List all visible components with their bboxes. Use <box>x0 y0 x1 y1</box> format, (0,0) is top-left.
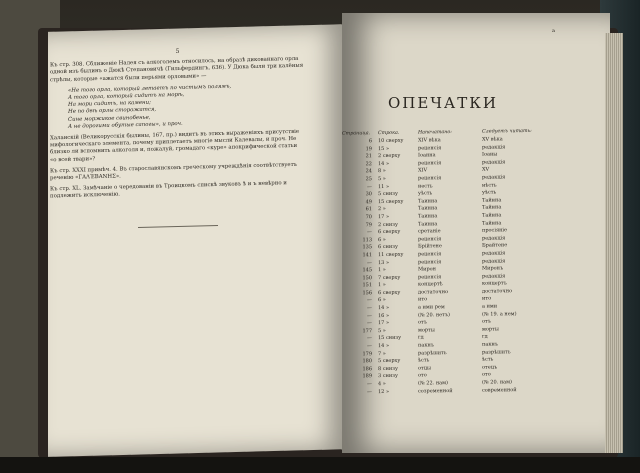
cell-page: 30 <box>365 191 372 198</box>
cell-page: — <box>367 305 372 312</box>
cell-page: 179 <box>362 350 372 357</box>
cell-printed: а ими рем <box>418 304 445 311</box>
cell-correct: концертъ <box>482 280 507 287</box>
left-paragraph-2: Халанскій (Великорусскія былины, 167, пр.) видитъ въ этихъ выраженіяхъ присутствіе мифологическаго элемента, почему приплетаетъ многіе мысли Калевалы, и проч. Не близко ли вспомнить алкоголя и, пожалуй, громадаго «куре» апокрифической статьи «о всей твари»? <box>50 128 300 163</box>
cell-correct: Брайтене <box>482 242 508 249</box>
left-paragraph-1: Къ стр. 308. Сближеніе Налея съ алкоголемъ относилось, на образѣ дикованнаго орла одной изъ былинъ о Дюкѣ Степановичѣ (Гильфердингъ, 636). У Дюка были три калёныя стрѣлы, которые «ажатся были перьями орловыми» — <box>50 56 304 83</box>
cell-printed: реценсія <box>418 144 442 152</box>
cell-printed: XIV вѣка <box>418 137 441 144</box>
cell-page: — <box>367 183 372 190</box>
cell-line: 6 сверху <box>378 228 401 236</box>
cell-page: — <box>367 320 372 327</box>
left-page-text <box>50 45 305 230</box>
cell-printed: XIV <box>418 167 428 174</box>
errata-title: ОПЕЧАТКИ <box>388 94 498 112</box>
cell-page: 151 <box>362 282 372 289</box>
cell-correct: редакція <box>482 257 506 265</box>
cell-printed: гд <box>418 334 424 341</box>
cell-line: 2 » <box>378 206 386 213</box>
cell-correct: редакція <box>482 235 506 242</box>
cell-page: — <box>367 343 372 350</box>
cell-line: 6 сверху <box>378 289 401 296</box>
cell-correct: уѣсть <box>482 189 497 196</box>
cell-printed: Таинна <box>418 197 438 205</box>
left-page-number: 5 <box>175 47 180 56</box>
cell-page: 25 <box>365 176 372 183</box>
cell-printed: реценсія <box>418 235 442 243</box>
cell-line: 2 снизу <box>378 221 398 228</box>
cell-correct: а ими <box>482 303 498 310</box>
cell-line: 14 » <box>378 160 390 167</box>
cell-printed: (№ 20. нетъ) <box>418 311 451 319</box>
cell-correct: редакція <box>482 174 506 181</box>
cell-line: 8 снизу <box>378 365 398 372</box>
cell-page: 177 <box>362 327 372 335</box>
cell-printed: созременной <box>418 387 453 395</box>
cell-correct: просіяніе <box>482 227 507 234</box>
cell-correct: достаточно <box>482 288 513 295</box>
cell-printed: уѣсть <box>418 190 433 197</box>
cell-page: — <box>367 388 372 395</box>
cell-correct: XV <box>482 166 490 173</box>
cell-correct: (№ 19. а нем) <box>482 310 517 318</box>
cell-line: 12 » <box>378 388 390 395</box>
cell-page: — <box>367 259 372 266</box>
cell-printed: Мирон <box>418 266 436 273</box>
cell-line: 5 сверху <box>378 357 401 365</box>
cell-line: 6 » <box>378 236 386 243</box>
cell-printed: отъ <box>418 319 427 326</box>
verse-line: Не по двѣ орлы сторожатся, <box>68 106 157 116</box>
cell-line: 17 » <box>378 213 390 221</box>
cell-page: 135 <box>362 244 372 251</box>
cell-correct: (№ 20. нам) <box>482 379 512 386</box>
cell-line: 6 снизу <box>378 244 398 251</box>
cell-correct: отъ <box>482 318 491 325</box>
cell-line: 11 сверху <box>378 251 404 258</box>
cell-page: — <box>367 229 372 236</box>
cell-printed: сретаніе <box>418 228 441 235</box>
cell-line: 1 » <box>378 267 386 274</box>
cell-correct: Тайнна <box>482 219 502 227</box>
cell-printed: отцы <box>418 365 431 372</box>
header-line: Строка. <box>378 130 400 137</box>
cell-line: 7 сверху <box>378 274 401 281</box>
cell-line: 17 » <box>378 320 390 327</box>
cell-correct: нѣсть <box>482 181 497 189</box>
cell-correct: Тайнна <box>482 204 502 211</box>
verse-line: «Не того орла, который летаетъ по чистымъ полямъ, <box>68 83 232 94</box>
cell-line: 5 » <box>378 175 386 183</box>
header-page: Страница. <box>342 131 371 137</box>
cell-page: 113 <box>362 236 372 244</box>
cell-page: 189 <box>362 373 372 380</box>
left-paragraph-3: Къ стр. XXXI примѣч. 4. Въ старославянскомъ греческому учреждѣнія соотвѣтствуетъ реченію «ΓΑΛΈΒΑΝΗΣ». <box>50 161 297 182</box>
cell-printed: ѣсть <box>418 357 430 364</box>
cell-line: 16 » <box>378 312 390 319</box>
cell-page: 79 <box>365 221 372 228</box>
cell-printed: достаточно <box>418 288 449 296</box>
cell-page: 19 <box>365 145 372 152</box>
cell-printed: ото <box>418 372 427 379</box>
cell-correct: ито <box>482 295 492 303</box>
verse-line: Сине моржикое свинобенье, <box>68 114 151 123</box>
cell-page: 150 <box>362 274 372 281</box>
cell-line: 11 » <box>378 183 390 190</box>
cell-correct: морты <box>482 326 499 333</box>
cell-printed: несть <box>418 182 433 190</box>
verse-block <box>50 81 305 131</box>
cell-page: 141 <box>362 252 372 259</box>
cell-correct: разрѣшить <box>482 348 511 356</box>
cell-correct: редакція <box>482 250 506 257</box>
cell-line: 14 » <box>378 342 390 350</box>
cell-correct: ото <box>482 371 491 379</box>
cell-line: 15 » <box>378 145 390 152</box>
cell-line: 7 » <box>378 350 386 357</box>
errata-body <box>342 135 567 396</box>
cell-printed: реценсія <box>418 258 442 266</box>
errata-table <box>342 128 567 396</box>
cell-printed: Іоанна <box>418 152 436 159</box>
cell-correct: Тайнна <box>482 197 502 204</box>
cell-correct: ѣсть <box>482 356 494 363</box>
cell-line: 3 снизу <box>378 373 398 380</box>
cell-page: 70 <box>365 214 372 221</box>
cell-page: 22 <box>365 160 372 168</box>
cell-line: 5 снизу <box>378 190 398 198</box>
cell-printed: Брійтене <box>418 243 442 250</box>
cell-printed: реценсія <box>418 251 442 258</box>
cell-page: 156 <box>362 290 372 297</box>
cell-line: 8 » <box>378 168 386 175</box>
cell-line: 13 » <box>378 259 390 266</box>
table-foreground <box>0 457 640 473</box>
cell-printed: концертѣ <box>418 281 443 288</box>
verse-line: На мори сидитъ, на камени; <box>68 99 151 109</box>
cell-printed: реценсія <box>418 175 442 182</box>
cell-line: 10 сверху <box>378 137 404 145</box>
cell-correct: пакнъ <box>482 341 498 348</box>
cell-printed: реценсія <box>418 159 442 167</box>
cell-line: 5 » <box>378 327 386 334</box>
cell-printed: реценсія <box>418 273 442 281</box>
cell-page: 21 <box>365 153 372 160</box>
cell-page: 61 <box>365 206 372 213</box>
header-printed: Напечатано: <box>418 130 452 136</box>
cell-printed: разрѣшить <box>418 349 447 357</box>
cell-page: 6 <box>368 138 372 145</box>
cell-line: 4 » <box>378 380 386 388</box>
cell-line: 2 сверху <box>378 152 401 160</box>
cell-page: — <box>367 381 372 388</box>
cell-printed: морты <box>418 327 435 334</box>
cell-line: 1 » <box>378 282 386 289</box>
cell-page: — <box>367 335 372 342</box>
cell-page: 49 <box>365 198 372 205</box>
cell-line: 15 снизу <box>378 335 402 342</box>
cell-page: — <box>367 297 372 304</box>
cell-correct: редакція <box>482 159 506 166</box>
cell-printed: Таинна <box>418 220 438 228</box>
cell-correct: XV вѣка <box>482 136 503 143</box>
cell-printed: Таинна <box>418 213 438 220</box>
cell-page: 145 <box>362 267 372 274</box>
verse-line: А того орла, который сидитъ на морѣ, <box>68 91 185 101</box>
cell-correct: современной <box>482 386 517 394</box>
verse-line: А не дорогими обутые сапогы», и проч. <box>68 120 183 130</box>
cell-correct: редакція <box>482 272 506 280</box>
cell-correct: Миронъ <box>482 265 504 272</box>
cell-correct: редакція <box>482 143 506 151</box>
right-corner-mark: a <box>552 28 555 34</box>
cell-printed: пакнъ <box>418 342 434 349</box>
cell-correct: Тайнна <box>482 212 502 219</box>
cell-line: 14 » <box>378 304 390 312</box>
cell-printed: ито <box>418 296 428 303</box>
cell-printed: Таинна <box>418 205 438 212</box>
cell-printed: (№ 22. нам) <box>418 380 448 387</box>
cell-correct: Іоаны <box>482 151 498 158</box>
cell-page: 180 <box>362 358 372 365</box>
cell-correct: гд <box>482 333 488 341</box>
cell-line: 6 » <box>378 297 386 304</box>
cell-correct: отецъ <box>482 364 498 371</box>
cell-page: — <box>367 312 372 319</box>
page-edges <box>605 33 623 453</box>
header-correct: Следуетъ читать: <box>482 128 532 135</box>
cell-line: 15 сверху <box>378 198 404 205</box>
cell-page: 186 <box>362 365 372 373</box>
errata-table-wrap <box>342 128 567 396</box>
left-paragraph-4: Къ стр. XL. Замѣчаніе о чередованіи въ Троицкомъ спискѣ звуковъ ѣ и ъ невѣрно и подлежитъ исключенію. <box>50 180 287 200</box>
cell-page: 24 <box>365 168 372 175</box>
